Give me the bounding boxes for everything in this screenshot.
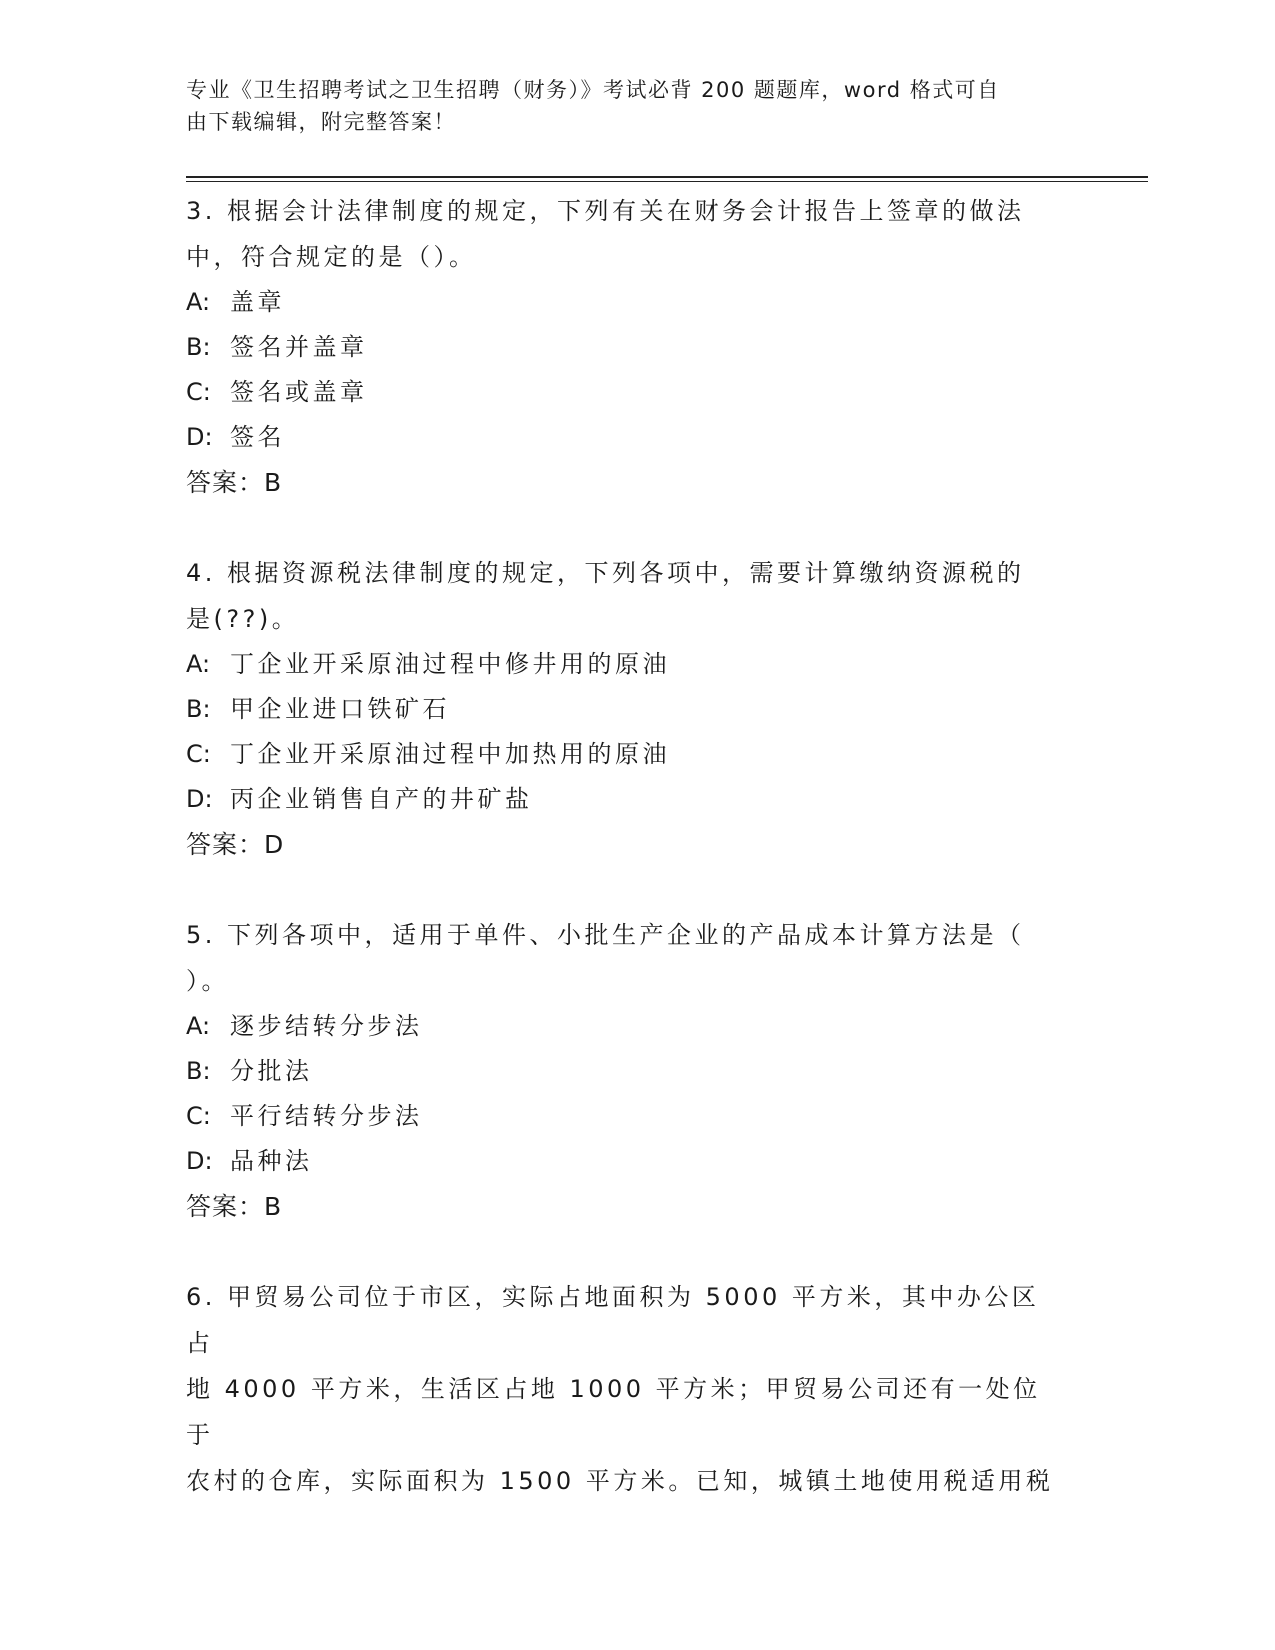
- option-text: 丙企业销售自产的井矿盐: [230, 785, 533, 813]
- question-stem-line: 6. 甲贸易公司位于市区，实际占地面积为 5000 平方米，其中办公区占: [186, 1283, 1040, 1357]
- option-b: [186, 325, 1066, 370]
- option-letter: C:: [186, 1102, 211, 1130]
- question-5: [186, 912, 1066, 1230]
- header-divider-thick: [186, 176, 1148, 178]
- question-4: [186, 550, 1066, 868]
- option-letter: A:: [186, 1012, 211, 1040]
- option-letter: C:: [186, 740, 211, 768]
- option-text: 签名并盖章: [230, 333, 368, 361]
- answer-line: 答案：B: [186, 1192, 283, 1221]
- question-stem-line: 3. 根据会计法律制度的规定，下列有关在财务会计报告上签章的做法: [186, 197, 1025, 225]
- option-text: 品种法: [230, 1147, 313, 1175]
- document-header: [186, 74, 1066, 138]
- question-stem-line: 农村的仓库，实际面积为 1500 平方米。已知，城镇土地使用税适用税: [186, 1467, 1054, 1495]
- question-stem-line: 是(??)。: [186, 605, 300, 633]
- option-c: [186, 732, 1066, 777]
- option-b: [186, 687, 1066, 732]
- option-d: [186, 415, 1066, 460]
- option-d: [186, 1139, 1066, 1184]
- question-stem: [186, 1274, 1066, 1504]
- option-text: 丁企业开采原油过程中修井用的原油: [230, 650, 670, 678]
- question-stem-line: 地 4000 平方米，生活区占地 1000 平方米；甲贸易公司还有一处位于: [186, 1375, 1041, 1449]
- option-text: 丁企业开采原油过程中加热用的原油: [230, 740, 670, 768]
- option-text: 甲企业进口铁矿石: [230, 695, 450, 723]
- option-a: [186, 642, 1066, 687]
- answer-line: 答案：B: [186, 468, 283, 497]
- option-letter: B:: [186, 695, 211, 723]
- question-3: [186, 188, 1066, 506]
- question-stem-line: 5. 下列各项中，适用于单件、小批生产企业的产品成本计算方法是（: [186, 921, 1025, 949]
- question-list: [186, 188, 1066, 1548]
- question-6: [186, 1274, 1066, 1504]
- option-c: [186, 370, 1066, 415]
- option-c: [186, 1094, 1066, 1139]
- option-b: [186, 1049, 1066, 1094]
- option-text: 逐步结转分步法: [230, 1012, 423, 1040]
- option-letter: B:: [186, 1057, 211, 1085]
- option-letter: A:: [186, 288, 211, 316]
- header-divider-thin: [186, 181, 1148, 182]
- option-text: 盖章: [230, 288, 285, 316]
- answer-line: 答案：D: [186, 830, 285, 859]
- option-a: [186, 280, 1066, 325]
- question-stem: [186, 188, 1066, 280]
- header-line-2: 由下载编辑，附完整答案！: [186, 110, 456, 134]
- option-letter: D:: [186, 785, 213, 813]
- question-stem-line: 中，符合规定的是（）。: [186, 243, 477, 271]
- option-letter: C:: [186, 378, 211, 406]
- question-stem-line: 4. 根据资源税法律制度的规定，下列各项中，需要计算缴纳资源税的: [186, 559, 1025, 587]
- option-letter: D:: [186, 1147, 213, 1175]
- option-letter: A:: [186, 650, 211, 678]
- question-stem: [186, 550, 1066, 642]
- option-letter: D:: [186, 423, 213, 451]
- option-text: 签名或盖章: [230, 378, 368, 406]
- option-text: 分批法: [230, 1057, 313, 1085]
- option-a: [186, 1004, 1066, 1049]
- header-line-1: 专业《卫生招聘考试之卫生招聘（财务）》考试必背 200 题题库，word 格式可自: [186, 78, 1000, 102]
- question-stem: [186, 912, 1066, 1004]
- option-d: [186, 777, 1066, 822]
- option-letter: B:: [186, 333, 211, 361]
- option-text: 平行结转分步法: [230, 1102, 423, 1130]
- question-stem-line: ）。: [186, 967, 229, 995]
- option-text: 签名: [230, 423, 285, 451]
